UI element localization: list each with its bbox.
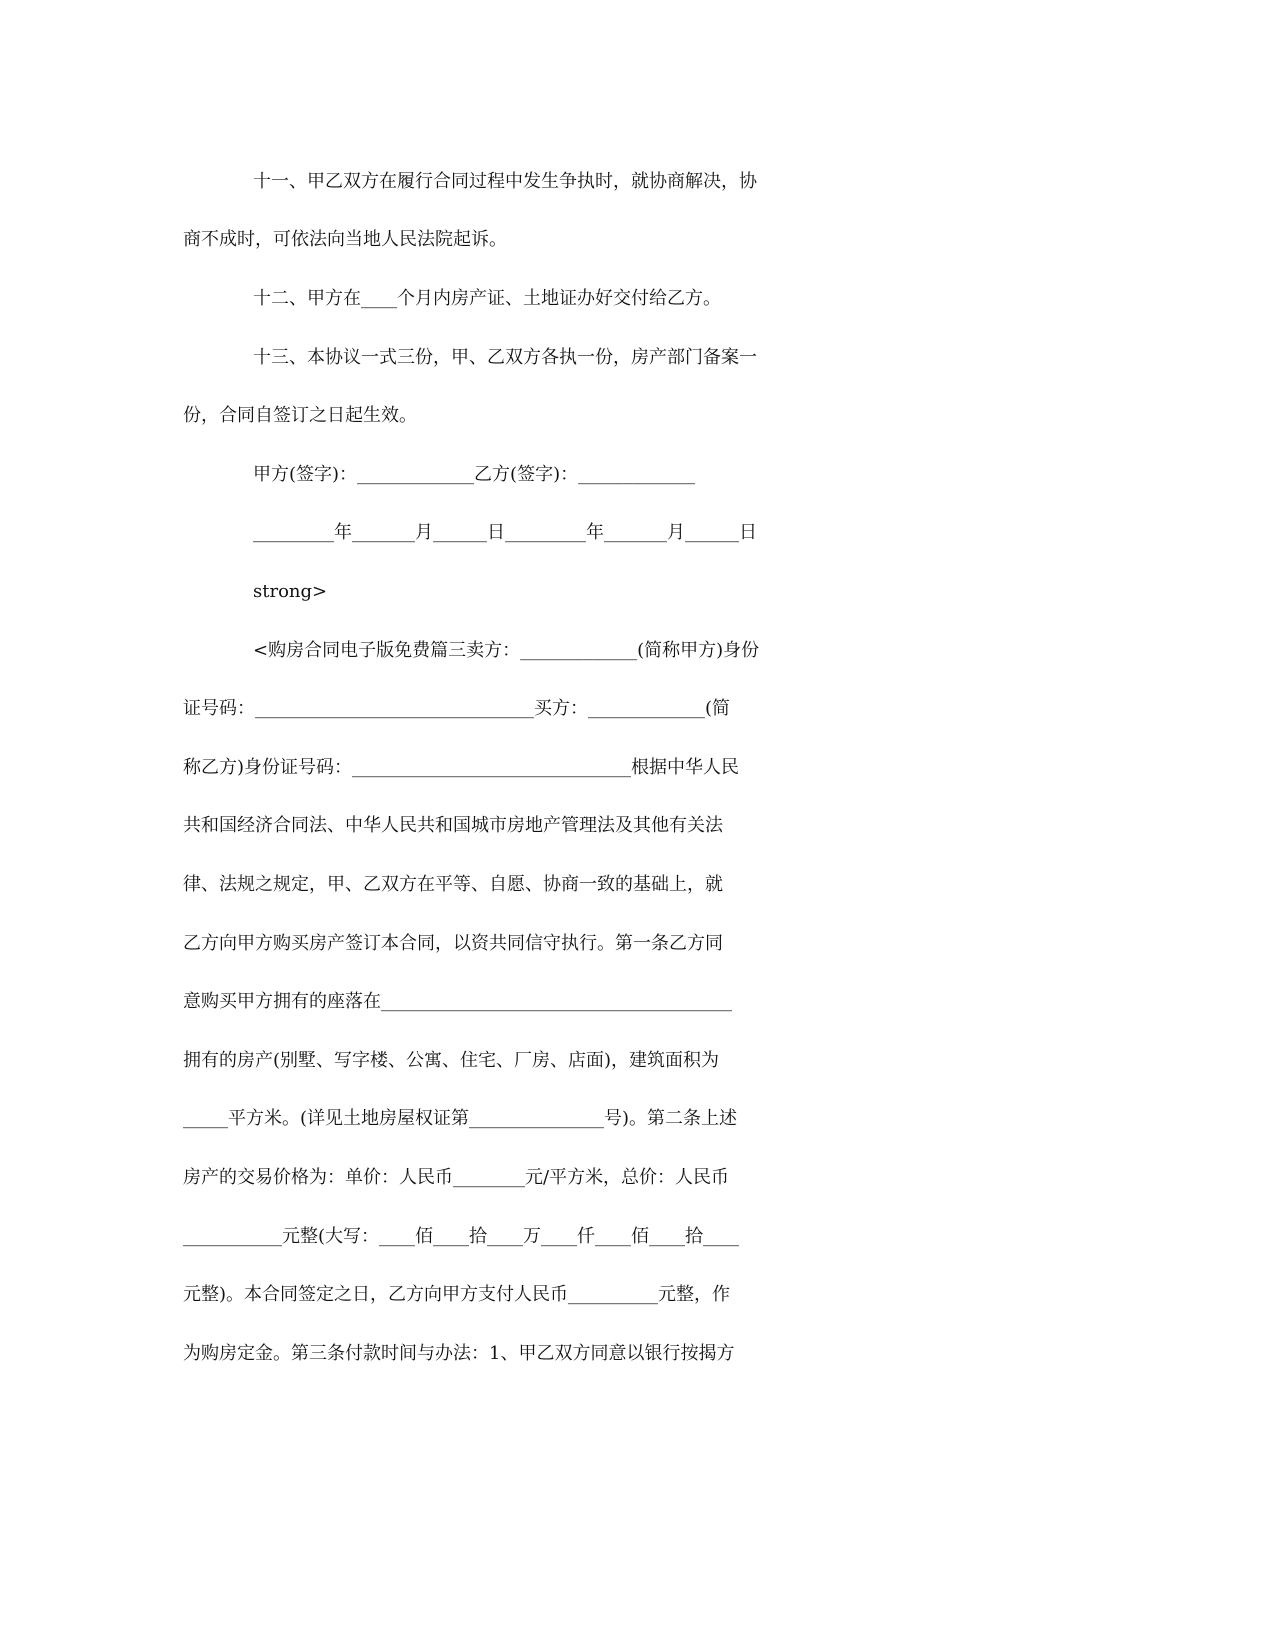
clause-13-line-1: 十三、本协议一式三份，甲、乙双方各执一份，房产部门备案一 [253, 347, 757, 368]
body-line: 称乙方)身份证号码：_______________________________根据中华人民 [183, 757, 740, 778]
body-line: 房产的交易价格为：单价：人民币________元/平方米，总价：人民币 [183, 1167, 730, 1188]
clause-13-line-2: 份，合同自签订之日起生效。 [183, 405, 417, 426]
contract-3-heading: <购房合同电子版免费篇三卖方：_____________(简称甲方)身份 [253, 640, 760, 661]
body-line: 共和国经济合同法、中华人民共和国城市房地产管理法及其他有关法 [183, 815, 723, 836]
body-line: 元整)。本合同签定之日，乙方向甲方支付人民币__________元整，作 [183, 1284, 731, 1305]
body-line: 乙方向甲方购买房产签订本合同，以资共同信守执行。第一条乙方同 [183, 933, 723, 954]
body-line: 为购房定金。第三条付款时间与办法：1、甲乙双方同意以银行按揭方 [183, 1343, 735, 1364]
body-line: 拥有的房产(别墅、写字楼、公寓、住宅、厂房、店面)，建筑面积为 [183, 1050, 720, 1071]
clause-11-line-2: 商不成时，可依法向当地人民法院起诉。 [183, 229, 507, 250]
date-line: _________年_______月______日_________年_______月______日 [253, 522, 757, 543]
clause-11-line-1: 十一、甲乙双方在履行合同过程中发生争执时，就协商解决，协 [253, 171, 757, 192]
body-line: 意购买甲方拥有的座落在_______________________________________ [183, 991, 732, 1012]
body-line: ___________元整(大写：____佰____拾____万____仟____佰____拾____ [183, 1226, 740, 1247]
body-line: 证号码：_______________________________买方：_____________(简 [183, 698, 731, 719]
signature-line: 甲方(签字)：_____________乙方(签字)：_____________ [253, 464, 696, 485]
stray-tag-text: strong> [253, 581, 328, 602]
body-line: 律、法规之规定，甲、乙双方在平等、自愿、协商一致的基础上，就 [183, 874, 723, 895]
clause-12: 十二、甲方在____个月内房产证、土地证办好交付给乙方。 [253, 288, 721, 309]
body-line: _____平方米。(详见土地房屋权证第_______________号)。第二条上述 [183, 1108, 738, 1129]
